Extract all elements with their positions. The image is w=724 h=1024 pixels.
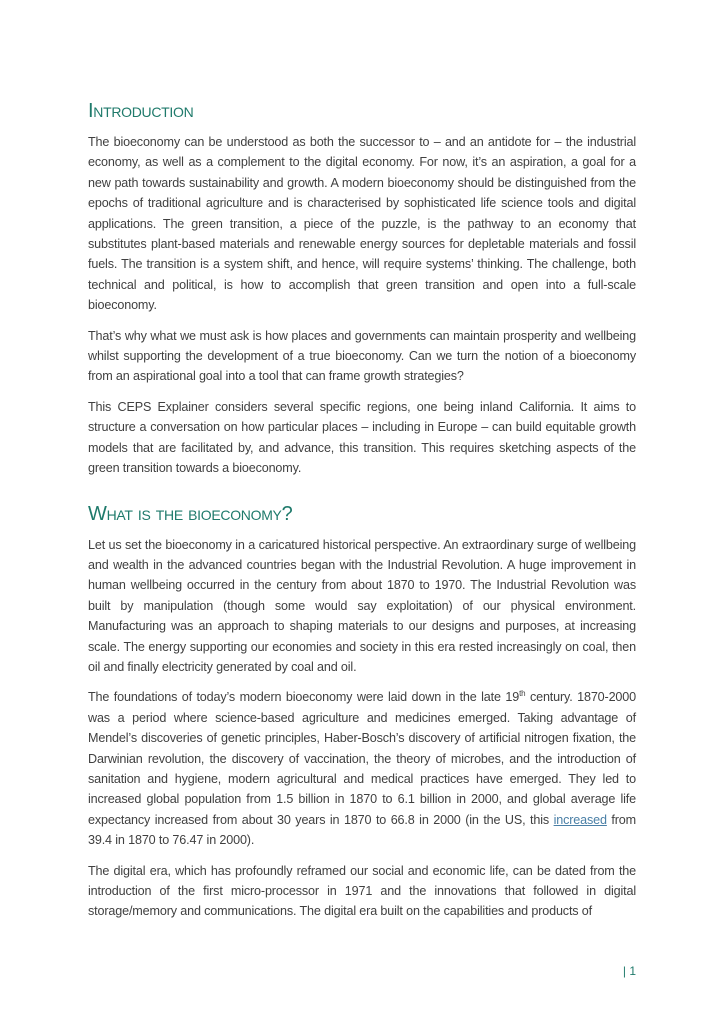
paragraph: The digital era, which has profoundly reframed our social and economic life, can be dated from the introduction of the first micro-processor in 1971 and the innovations that followed in digital storage/memory and communications. The digital era built on the capabilities and products of [88, 863, 636, 919]
document-body [88, 98, 636, 932]
section-heading-introduction: Introduction [88, 100, 194, 122]
text: The foundations of today’s modern bioeconomy were laid down in the late 19 [88, 690, 520, 705]
superscript: th [519, 689, 526, 699]
paragraph: The bioeconomy can be understood as both the successor to – and an antidote for – the industrial economy, as well as a complement to the digital economy. For now, it’s an aspiration, a goal for a new path towards sustainability and growth. A modern bioeconomy should be distinguished from the epochs of traditional agriculture and is characterised by sophisticated life science tools and digital applications. The green transition, a piece of the puzzle, is the pathway to an economy that substitutes plant-based materials and renewable energy sources for depletable materials and fossil fuels. The transition is a system shift, and hence, will require systems’ thinking. The challenge, both technical and political, is how to accomplish that green transition and open into a full-scale bioeconomy. [88, 135, 636, 313]
increased-link[interactable]: increased [553, 812, 607, 827]
page-number: | 1 [622, 964, 636, 978]
paragraph [88, 687, 636, 850]
paragraph: Let us set the bioeconomy in a caricatured historical perspective. An extraordinary surge of wellbeing and wealth in the advanced countries began with the Industrial Revolution. A huge improvement in human wellbeing occurred in the century from about 1870 to 1970. The Industrial Revolution was built by manipulation (though some would say exploitation) of our physical environment. Manufacturing was an approach to shaping materials to our designs and purposes, at increasing scale. The energy supporting our economies and society in this era rested increasingly on coal, then oil and finally electricity generated by coal and oil. [88, 537, 636, 674]
text: century. 1870-2000 was a period where science-based agriculture and medicines emerged. Taking advantage of Mendel’s discoveries of genetic principles, Haber-Bosch’s discovery of artificial nitrogen fixation, the Darwinian revolution, the discovery of vaccination, the theory of microbes, and the introduction of sanitation and hygiene, modern agricultural and medical practices have emerged. They led to increased global population from 1.5 billion in 1870 to 6.1 billion in 2000, and global average life expectancy increased from about 30 years in 1870 to 66.8 in 2000 (in the US, this [88, 690, 636, 827]
text: from 39.4 in 1870 to 76.47 in 2000). [88, 812, 637, 848]
section-heading-what-is-bioeconomy: What is the bioeconomy? [88, 502, 293, 525]
paragraph: This CEPS Explainer considers several specific regions, one being inland California. It aims to structure a conversation on how particular places – including in Europe – can build equitable growth models that are facilitated by, and advance, this transition. This requires sketching aspects of the green transition towards a bioeconomy. [88, 399, 636, 476]
paragraph: That’s why what we must ask is how places and governments can maintain prosperity and wellbeing whilst supporting the development of a true bioeconomy. Can we turn the notion of a bioeconomy from an aspirational goal into a tool that can frame growth strategies? [88, 328, 636, 384]
